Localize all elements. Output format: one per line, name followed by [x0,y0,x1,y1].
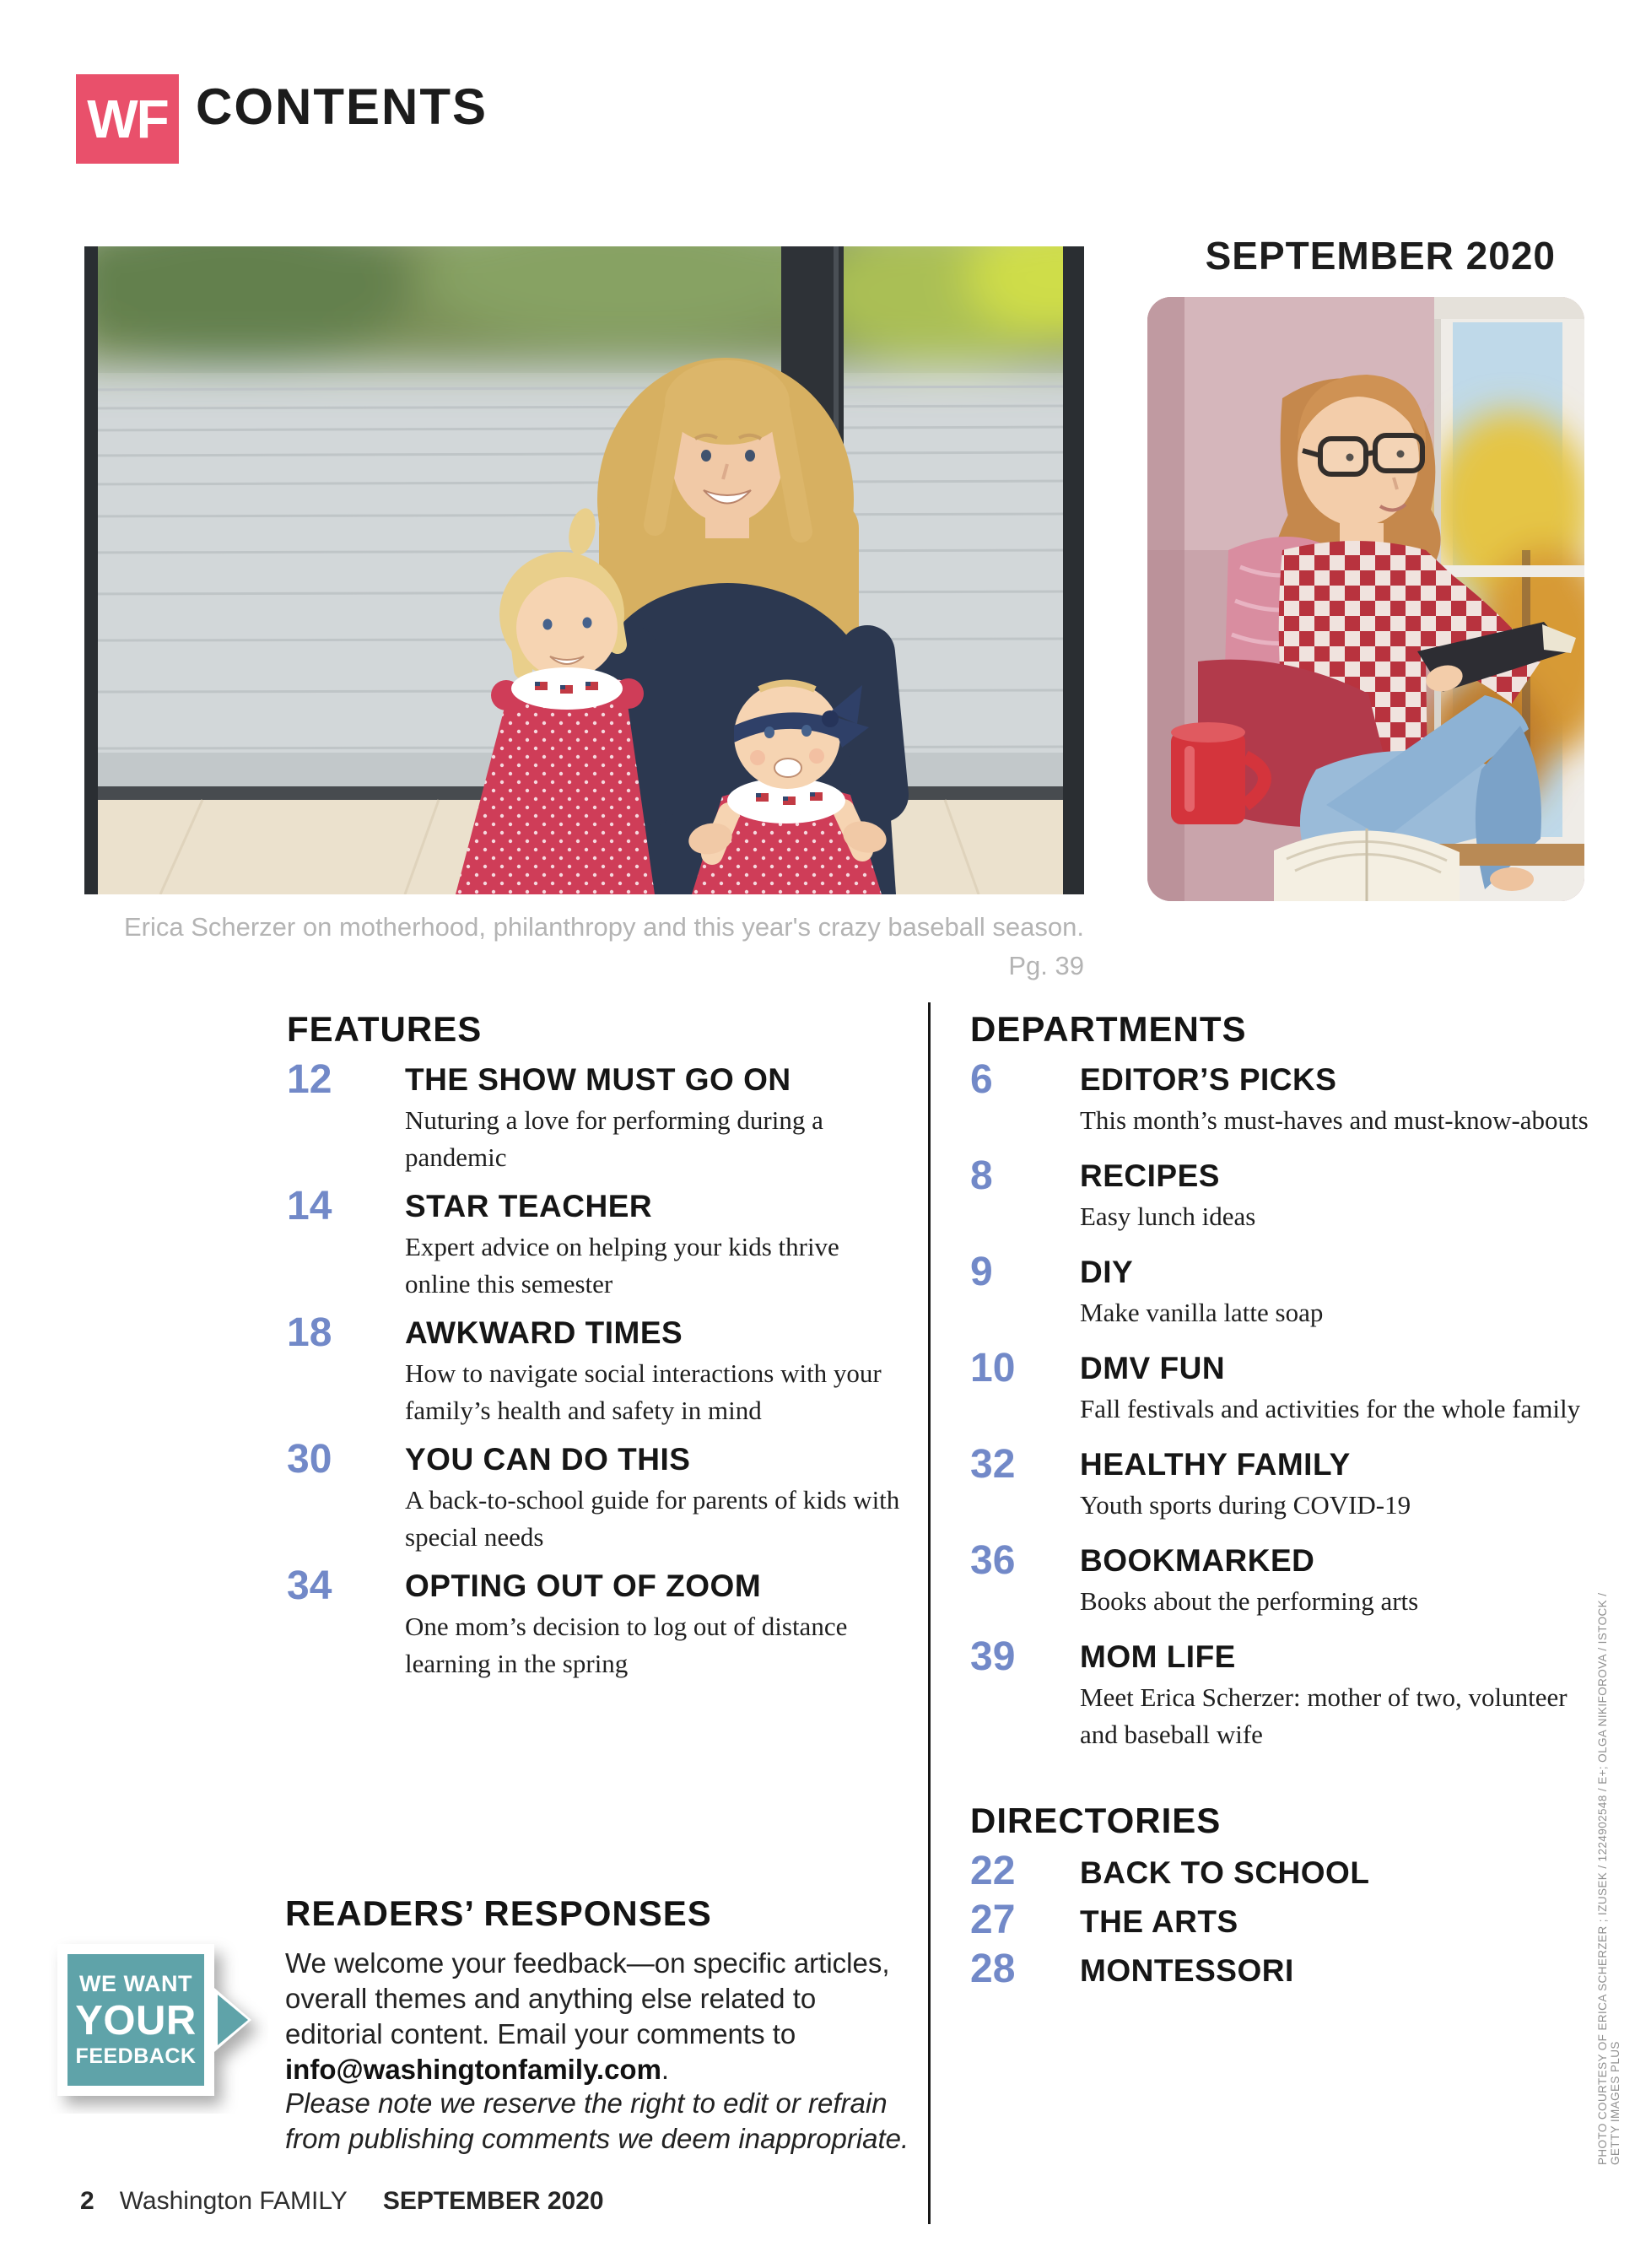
toc-page-number: 28 [970,1947,1016,1991]
toc-page-number: 36 [970,1538,1016,1583]
badge-line2: YOUR [75,1998,197,2044]
toc-title: DIY [1080,1255,1134,1289]
toc-title: THE ARTS [1080,1904,1238,1939]
issue-date: SEPTEMBER 2020 [1205,234,1556,278]
badge-line1: WE WANT [79,1971,192,1996]
toc-description: How to navigate social interactions with your family’s health and safety in mind [405,1358,882,1425]
toc-page-number: 18 [287,1310,332,1355]
toc-item-feature[interactable] [287,1563,903,1682]
toc-description: A back-to-school guide for parents of kids with special needs [405,1485,900,1552]
toc-title: MONTESSORI [1080,1953,1294,1988]
toc-item-department[interactable] [970,1250,1595,1331]
toc-item-department[interactable] [970,1057,1595,1139]
page-footer [80,2187,604,2216]
girl-reading-photo [1147,297,1584,901]
footer-magazine-name: Washington FAMILY [119,2187,348,2215]
departments-section [970,1009,1595,2000]
readers-responses-heading: READERS’ RESPONSES [285,1893,712,1933]
toc-title: THE SHOW MUST GO ON [405,1062,791,1097]
toc-title: STAR TEACHER [405,1189,653,1223]
toc-item-feature[interactable] [287,1310,903,1429]
footer-page-number: 2 [80,2187,94,2215]
toc-item-directory[interactable] [970,1849,1595,1893]
toc-item-department[interactable] [970,1442,1595,1524]
toc-title: RECIPES [1080,1158,1220,1193]
photo-credit: PHOTO COURTESY OF ERICA SCHERZER ; IZUSEK / 1224902548 / E+; OLGA NIKIFOROVA / ISTOCK / GETTY IMAGES PLUS [1596,1592,1622,2165]
toc-title: HEALTHY FAMILY [1080,1447,1351,1482]
toc-page-number: 32 [970,1442,1016,1487]
toc-page-number: 12 [287,1057,332,1102]
hero-caption-page: Pg. 39 [1008,951,1084,980]
toc-item-feature[interactable] [287,1437,903,1556]
toc-item-directory[interactable] [970,1947,1595,1991]
toc-item-department[interactable] [970,1153,1595,1235]
toc-description: One mom’s decision to log out of distance learning in the spring [405,1612,848,1678]
toc-description: Easy lunch ideas [1080,1202,1256,1231]
toc-title: BOOKMARKED [1080,1543,1315,1578]
hero-caption [84,908,1084,986]
toc-page-number: 6 [970,1057,993,1102]
toc-description: Nuturing a love for performing during a pandemic [405,1105,823,1172]
readers-responses-body [285,1946,909,2087]
toc-title: MOM LIFE [1080,1639,1236,1674]
feedback-badge-text [67,1954,204,2086]
toc-page-number: 22 [970,1849,1016,1893]
toc-description: Expert advice on helping your kids thrive online this semester [405,1232,839,1299]
toc-page-number: 9 [970,1250,993,1294]
features-heading: FEATURES [287,1009,483,1049]
readers-body-text: We welcome your feedback—on specific articles, overall themes and anything else related to editorial content. Email your comments to [285,1947,890,2049]
departments-heading: DEPARTMENTS [970,1009,1247,1049]
toc-page-number: 14 [287,1184,332,1228]
readers-body-period: . [661,2054,670,2085]
toc-item-department[interactable] [970,1538,1595,1620]
page-title: CONTENTS [196,78,488,135]
toc-page-number: 10 [970,1346,1016,1390]
readers-responses-note: Please note we reserve the right to edit or refrain from publishing comments we deem inappropriate. [285,2087,909,2154]
badge-line3: FEEDBACK [75,2044,197,2068]
column-divider [928,1002,931,2224]
feedback-email-link[interactable]: info@washingtonfamily.com [285,2054,661,2085]
wf-logo [76,74,179,164]
toc-title: YOU CAN DO THIS [405,1442,691,1477]
toc-title: BACK TO SCHOOL [1080,1855,1370,1890]
toc-description: Meet Erica Scherzer: mother of two, volunteer and baseball wife [1080,1682,1568,1749]
directories-heading: DIRECTORIES [970,1801,1222,1840]
toc-item-feature[interactable] [287,1057,903,1176]
toc-description: Youth sports during COVID-19 [1080,1490,1411,1520]
toc-item-feature[interactable] [287,1184,903,1303]
toc-page-number: 27 [970,1898,1016,1942]
toc-item-directory[interactable] [970,1898,1595,1942]
footer-issue: SEPTEMBER 2020 [382,2187,604,2215]
feedback-badge [49,1932,268,2114]
toc-description: Fall festivals and activities for the whole family [1080,1394,1581,1423]
toc-page-number: 39 [970,1634,1016,1679]
toc-title: AWKWARD TIMES [405,1315,683,1350]
toc-page-number: 30 [287,1437,332,1482]
toc-title: DMV FUN [1080,1351,1226,1385]
toc-page-number: 8 [970,1153,993,1198]
girl-reading-illustration [1147,297,1584,901]
toc-item-department[interactable] [970,1346,1595,1428]
toc-item-department[interactable] [970,1634,1595,1753]
wf-logo-text: WF [87,89,168,149]
family-photo [84,246,1084,894]
family-photo-illustration [84,246,1084,894]
toc-title: EDITOR’S PICKS [1080,1062,1337,1097]
hero-caption-line1: Erica Scherzer on motherhood, philanthropy and this year's crazy baseball season. [123,912,1084,942]
toc-title: OPTING OUT OF ZOOM [405,1569,762,1603]
toc-description: Books about the performing arts [1080,1586,1419,1616]
features-section [287,1009,903,1694]
toc-description: This month’s must-haves and must-know-abouts [1080,1105,1589,1135]
toc-description: Make vanilla latte soap [1080,1298,1324,1327]
toc-page-number: 34 [287,1563,332,1608]
